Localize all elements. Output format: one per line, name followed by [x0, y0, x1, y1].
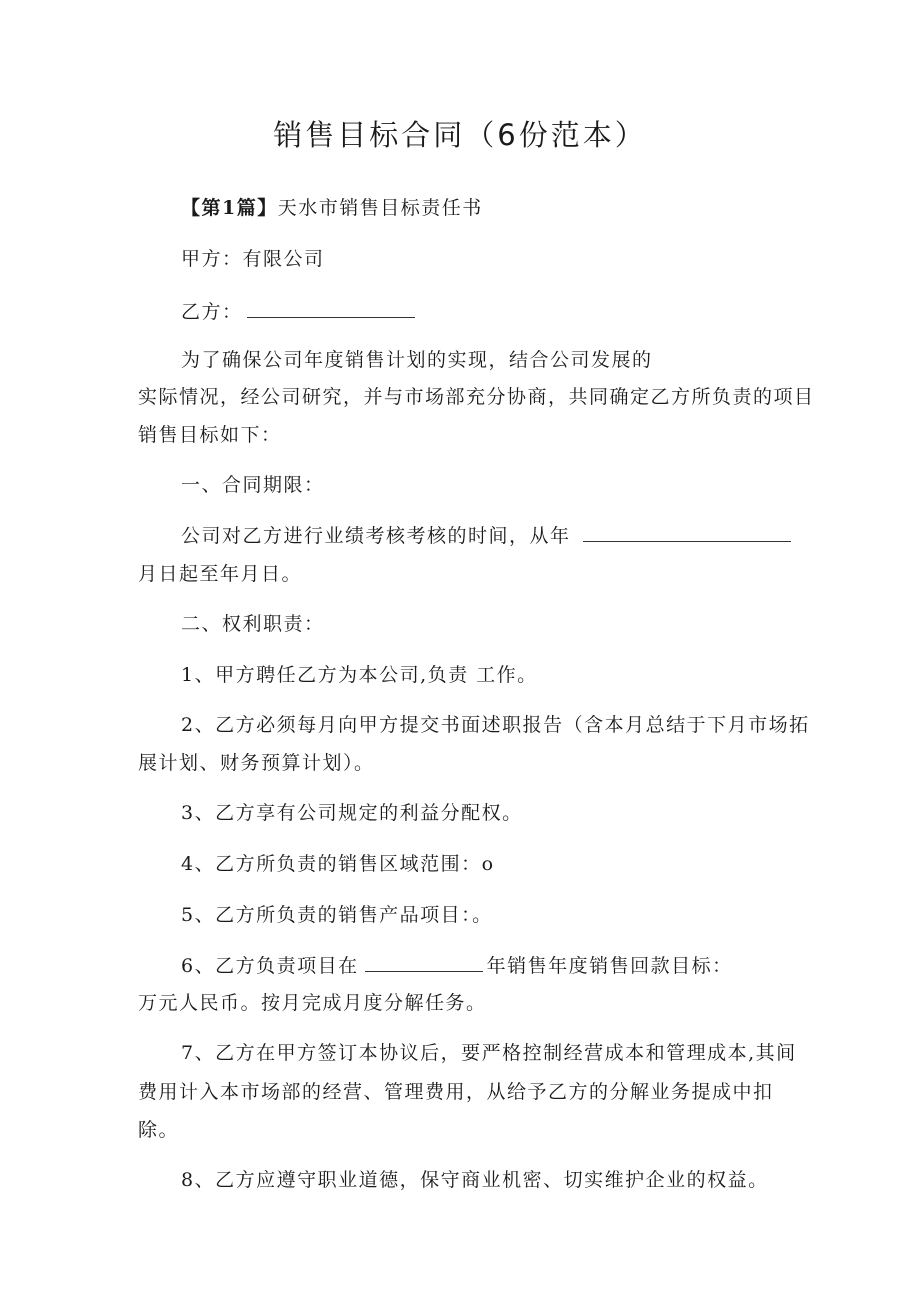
party-b-line [181, 299, 415, 324]
item-2-line-1: 2、乙方必须每月向甲方提交书面述职报告（含本月总结于下月市场拓 [181, 714, 810, 736]
item-6-line-1 [181, 953, 733, 978]
intro-line-1: 为了确保公司年度销售计划的实现，结合公司发展的 [181, 349, 653, 371]
item-6-text-b: 年销售年度销售回款目标： [486, 955, 733, 977]
term-blank [583, 523, 791, 542]
intro-line-2: 实际情况，经公司研究，并与市场部充分协商，共同确定乙方所负责的项目 [138, 386, 815, 408]
item-6-text-a: 6、乙方负责项目在 [181, 955, 359, 977]
party-b-label: 乙方： [181, 301, 243, 323]
item-7-line-3: 除。 [138, 1119, 180, 1141]
item-8: 8、乙方应遵守职业道德，保守商业机密、切实维护企业的权益。 [181, 1169, 769, 1191]
item-5: 5、乙方所负责的销售产品项目：。 [181, 904, 493, 926]
term-text: 公司对乙方进行业绩考核考核的时间，从年 [181, 525, 571, 547]
section-heading [181, 196, 483, 220]
section-title: 天水市销售目标责任书 [277, 197, 483, 219]
party-a-line: 甲方：有限公司 [181, 248, 325, 270]
intro-line-3: 销售目标如下： [138, 424, 282, 446]
item-3: 3、乙方享有公司规定的利益分配权。 [181, 802, 523, 824]
item-2-line-2: 展计划、财务预算计划）。 [138, 752, 375, 774]
section-tag: 【第1篇】 [181, 197, 278, 219]
item-4: 4、乙方所负责的销售区域范围：o [181, 853, 495, 875]
item-1: 1、甲方聘任乙方为本公司,负责 工作。 [181, 664, 538, 686]
term-line-1 [181, 523, 791, 548]
heading-rights: 二、权利职责： [181, 613, 325, 635]
party-b-blank [247, 299, 415, 318]
item-7-line-2: 费用计入本市场部的经营、管理费用，从给予乙方的分解业务提成中扣 [138, 1081, 774, 1103]
heading-term: 一、合同期限： [181, 474, 325, 496]
item-7-line-1: 7、乙方在甲方签订本协议后，要严格控制经营成本和管理成本,其间 [181, 1042, 797, 1064]
item-6-line-2: 万元人民币。按月完成月度分解任务。 [138, 992, 487, 1014]
term-line-2: 月日起至年月日。 [138, 563, 303, 585]
item-6-blank [365, 953, 483, 972]
document-title: 销售目标合同（6份范本） [273, 118, 647, 152]
